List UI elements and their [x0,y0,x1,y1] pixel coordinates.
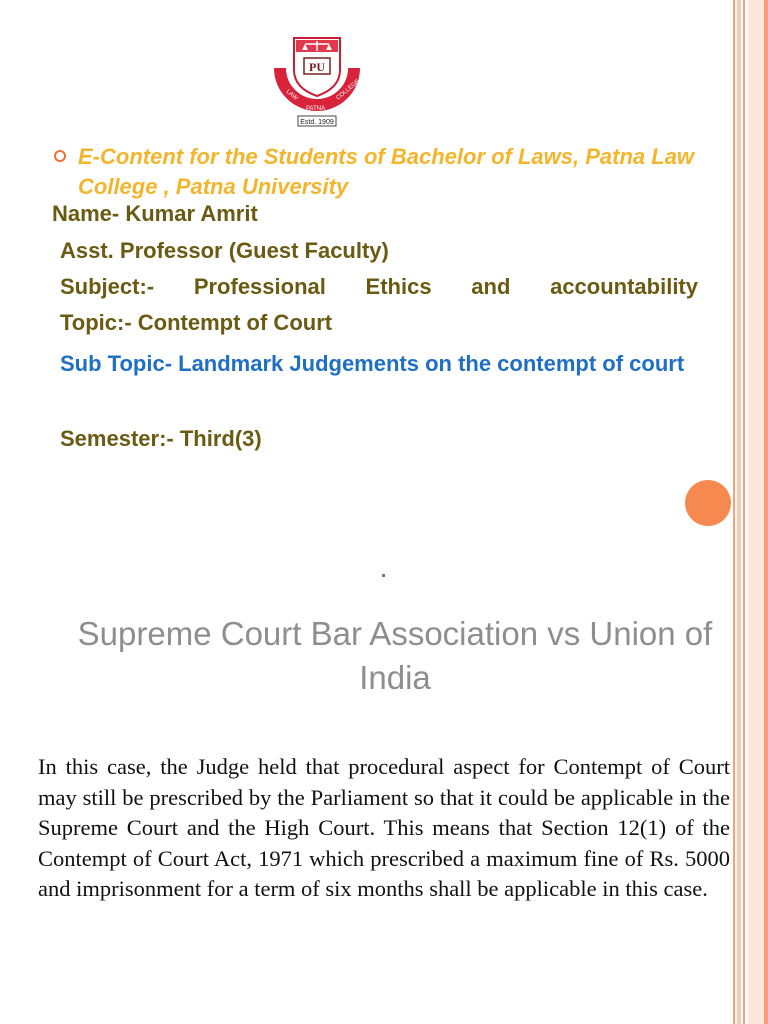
border-stripe [764,0,768,1024]
decorative-circle [685,480,731,526]
semester-line: Semester:- Third(3) [60,426,262,451]
svg-text:COLLEGE: COLLEGE [335,78,362,102]
case-title-line: India [359,659,431,696]
econtent-title: E-Content for the Students of Bachelor of Laws, Patna Law College , Patna University [78,144,695,199]
border-stripe [748,0,764,1024]
author-designation: Asst. Professor (Guest Faculty) [60,238,389,263]
logo-estd: Estd. 1909 [300,119,334,126]
author-name: Name- Kumar Amrit [52,201,258,226]
subject-line [60,273,698,301]
case-title [40,612,750,700]
topic-line: Topic:- Contempt of Court [60,310,333,335]
college-logo [272,30,362,130]
border-stripe [743,0,745,1024]
subject-word: accountability [550,274,698,299]
svg-text:LAW: LAW [284,88,299,102]
sub-topic-line: Sub Topic- Landmark Judgements on the contempt of court [60,351,685,376]
subject-word: Professional [193,274,326,299]
subject-word: Subject:- [60,274,155,299]
subject-word: Ethics [365,274,432,299]
bullet-icon [54,150,66,162]
border-stripe [733,0,735,1024]
stray-mark [382,574,385,577]
svg-text:PATNA: PATNA [306,106,326,112]
subject-word: and [471,274,511,299]
border-stripe [737,0,741,1024]
logo-letters: PU [309,60,325,74]
case-summary-paragraph: In this case, the Judge held that procedural aspect for Contempt of Court may still be prescribed by the Parliament so that it could be applicable in the Supreme Court and the High Court. This means that Section 12(1) of the Contempt of Court Act, 1971 which prescribed a maximum fine of Rs. 5000 and imprisonment for a term of six months shall be applicable in this case. [38,754,730,901]
case-title-line: Supreme Court Bar Association vs Union of [77,615,713,652]
